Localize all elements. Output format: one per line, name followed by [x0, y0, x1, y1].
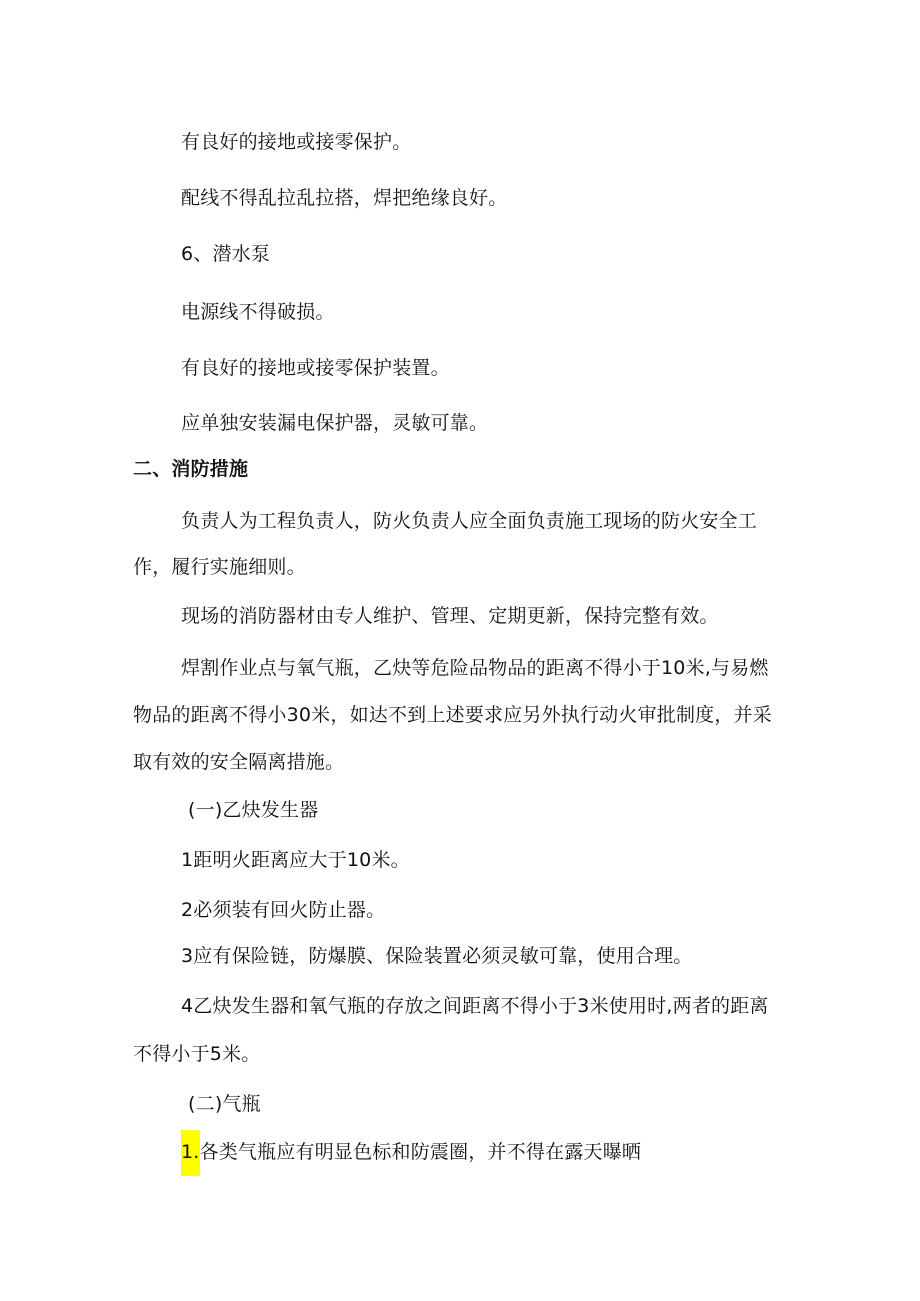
paragraph-welding-line-1: 焊割作业点与氧气瓶，乙炔等危险品物品的距离不得小于10米,与易燃	[181, 657, 769, 679]
cylinder-item-1-text: 各类气瓶应有明显色标和防震圈，并不得在露天曝晒	[199, 1141, 642, 1163]
paragraph-responsible-line-2: 作，履行实施细则。	[133, 556, 306, 578]
acetylene-item-4-line-1: 4乙炔发生器和氧气瓶的存放之间距离不得小于3米使用时,两者的距离	[181, 995, 769, 1017]
text-line-grounding: 有良好的接地或接零保护。	[181, 131, 412, 153]
text-line-power-cord: 电源线不得破损。	[181, 301, 335, 323]
text-line-leakage-protector: 应单独安装漏电保护器，灵敏可靠。	[181, 412, 489, 434]
text-line-grounding-device: 有良好的接地或接零保护装置。	[181, 357, 450, 379]
cylinder-item-1	[181, 1140, 641, 1164]
acetylene-item-3: 3应有保险链，防爆膜、保险装置必须灵敏可靠，使用合理。	[181, 945, 693, 967]
acetylene-item-1: 1距明火距离应大于10米。	[181, 849, 410, 871]
highlighted-item-number: 1.	[181, 1130, 200, 1176]
text-line-submersible-pump: 6、潜水泵	[181, 243, 271, 265]
paragraph-welding-line-3: 取有效的安全隔离措施。	[133, 751, 345, 773]
acetylene-item-2: 2必须装有回火防止器。	[181, 899, 386, 921]
subsection-title-cylinder: (二)气瓶	[188, 1093, 261, 1115]
section-heading-fire-measures: 二、消防措施	[133, 458, 249, 480]
paragraph-fire-equipment: 现场的消防器材由专人维护、管理、定期更新，保持完整有效。	[181, 605, 719, 627]
acetylene-item-4-line-2: 不得小于5米。	[133, 1043, 261, 1065]
paragraph-welding-line-2: 物品的距离不得小30米，如达不到上述要求应另外执行动火审批制度，并采	[133, 704, 772, 726]
subsection-title-acetylene: (一)乙炔发生器	[188, 799, 319, 821]
paragraph-responsible-line-1: 负责人为工程负责人，防火负责人应全面负责施工现场的防火安全工	[181, 510, 758, 532]
text-line-wiring: 配线不得乱拉乱拉搭，焊把绝缘良好。	[181, 187, 508, 209]
